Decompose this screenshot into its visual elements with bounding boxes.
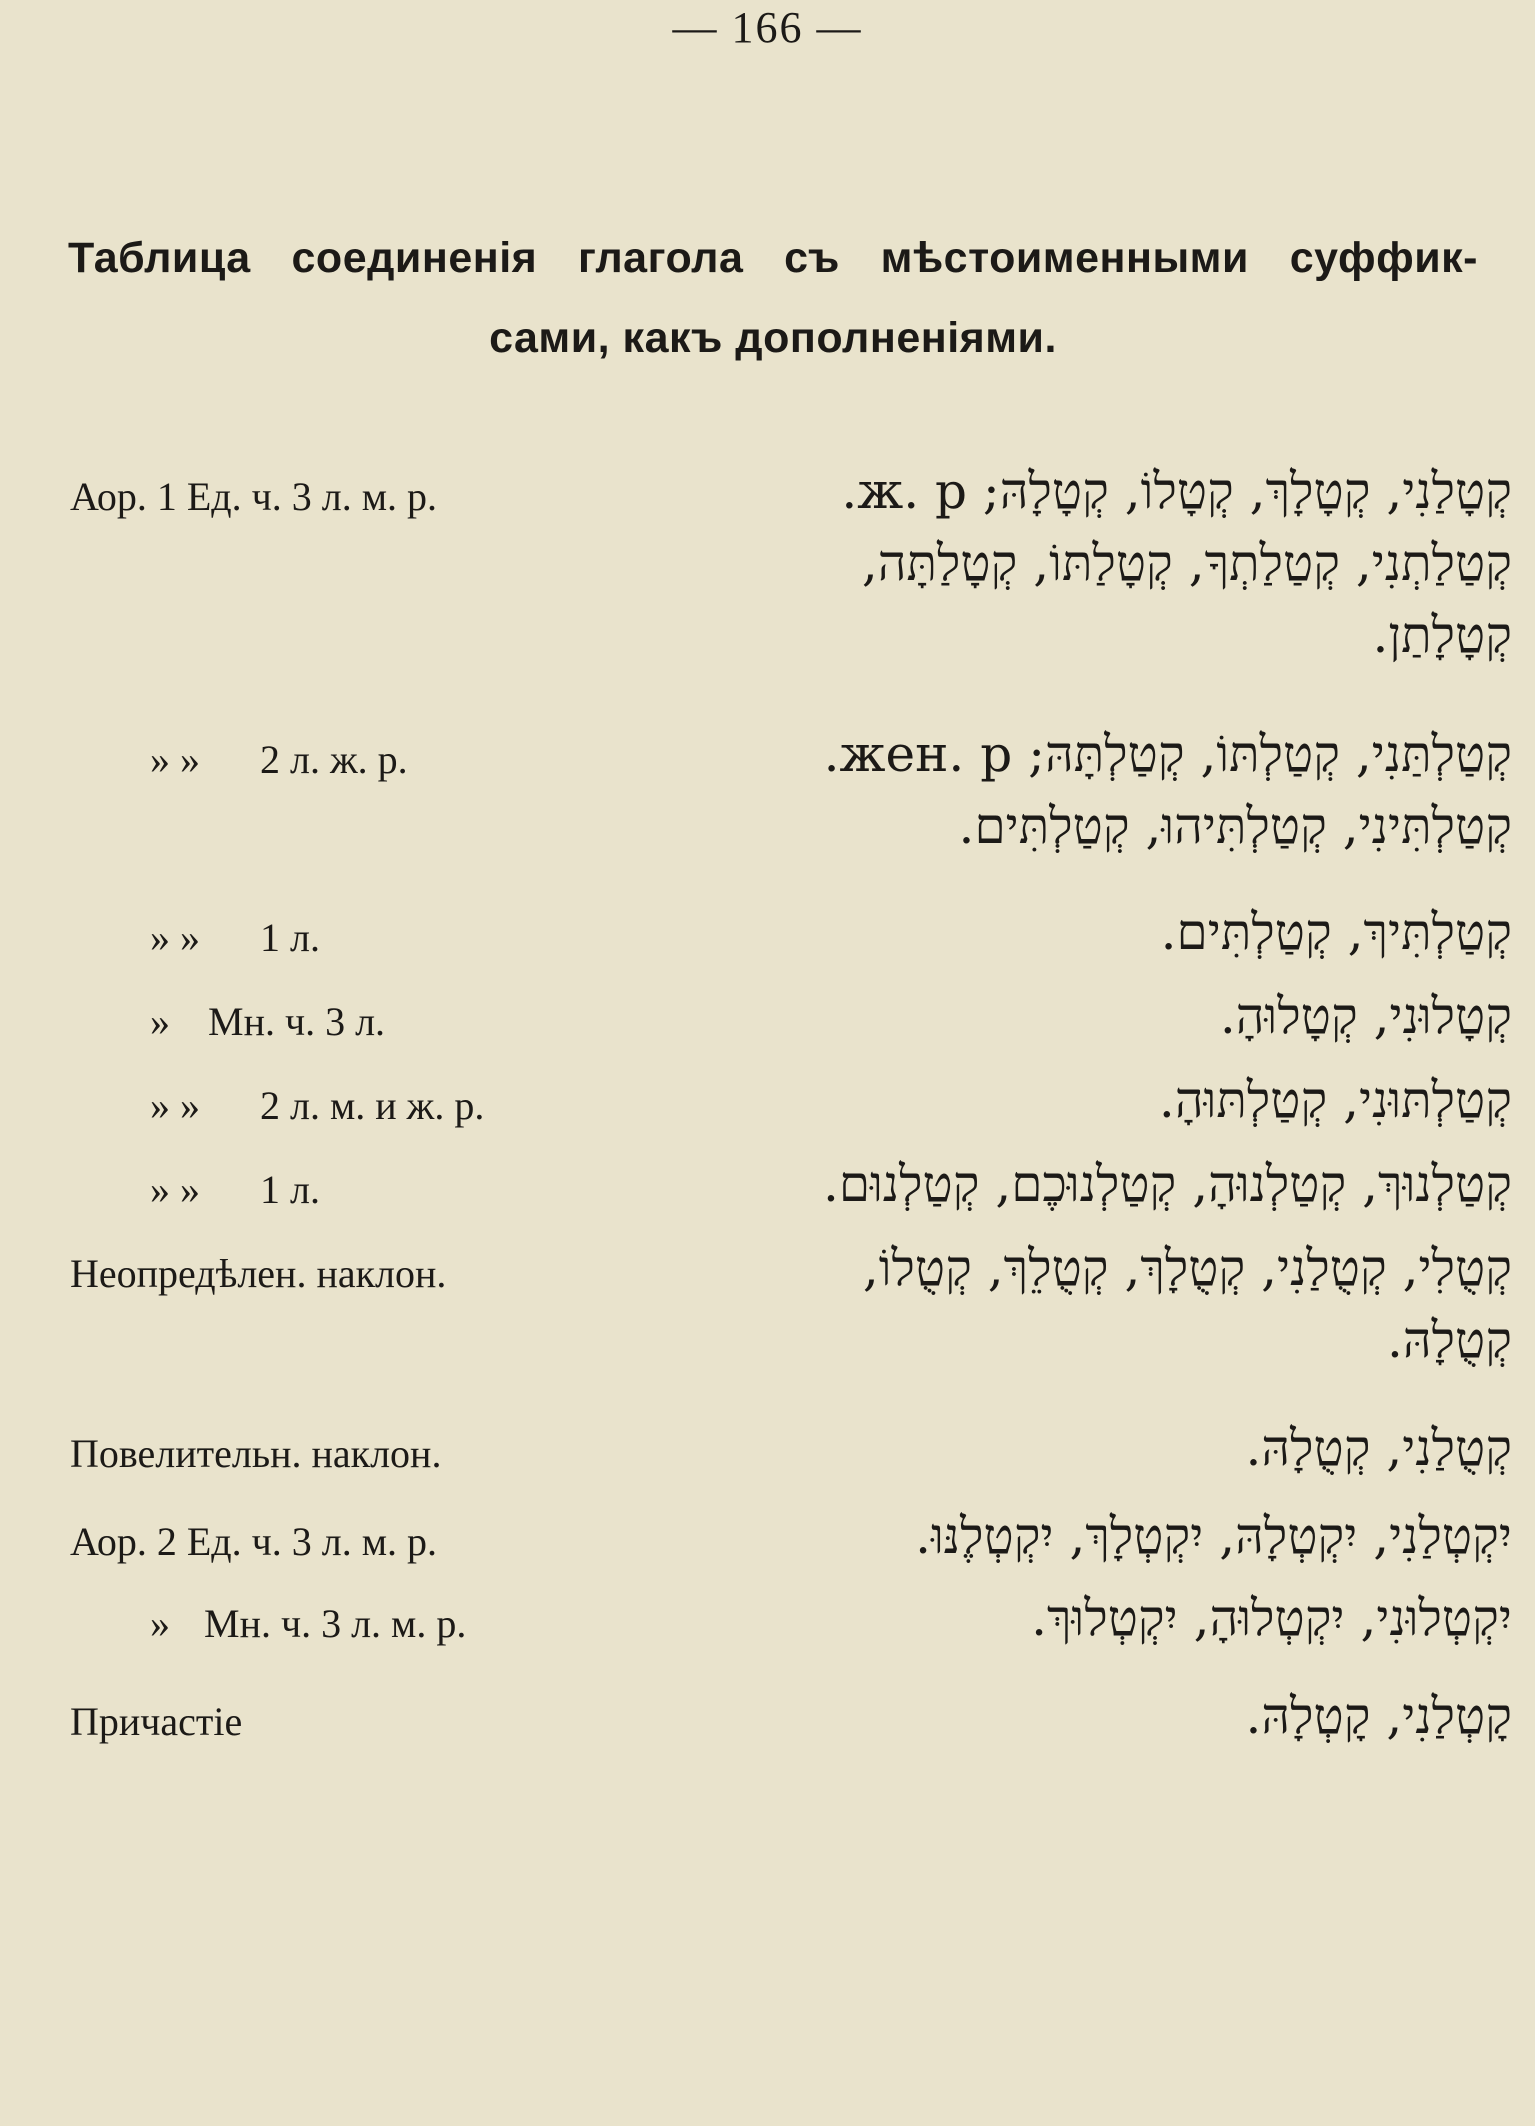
hebrew-forms [662, 1148, 1512, 1220]
title-line-1: Таблица соединенія глагола съ мѣстоименными суффик- [68, 234, 1478, 282]
hebrew-line: יִקְטְלוּנִי, יִקְטְלוּהָ, יִקְטְלוּךְ. [1031, 1589, 1512, 1647]
hebrew-forms [662, 455, 1512, 671]
ditto-mark: » » [150, 737, 200, 782]
hebrew-line: קְטֻלִי, קְטֻלַנִי, קְטֻלָךְ, קְטֻלֵךְ, קְטֻלוֹ, [862, 1239, 1512, 1297]
row-label-text: 2 л. м. и ж. р. [260, 1083, 485, 1128]
hebrew-forms [662, 1680, 1512, 1752]
hebrew-forms [662, 1412, 1512, 1484]
hebrew-line: קְטָלָתַן. [1372, 606, 1512, 664]
row-label [150, 1600, 466, 1647]
row-label-text: 1 л. [260, 1167, 320, 1212]
hebrew-forms [662, 1064, 1512, 1136]
row-label: Аор. 1 Ед. ч. 3 л. м. р. [70, 474, 438, 519]
hebrew-forms [662, 1500, 1512, 1572]
row-label: Неопредѣлен. наклон. [70, 1251, 447, 1296]
ditto-mark: » » [150, 1083, 200, 1128]
ditto-mark: » [150, 999, 170, 1044]
hebrew-line: קְטַלְתַּנִי, קְטַלְתּוֹ, קְטַלְתָּהּ; жен. р. [823, 725, 1512, 783]
row-label [150, 1166, 320, 1213]
row-label [150, 914, 320, 961]
row-label-text: Мн. ч. 3 л. м. р. [204, 1601, 467, 1646]
hebrew-line: קְטָלַנִי, קְטָלָךְ, קְטָלוֹ, קְטָלָהּ; ж. р. [841, 462, 1512, 520]
row-label-text: 1 л. [260, 915, 320, 960]
row-label: Аор. 2 Ед. ч. 3 л. м. р. [70, 1519, 438, 1564]
ditto-mark: » » [150, 1167, 200, 1212]
hebrew-line: קְטֻלָהּ. [1387, 1311, 1512, 1369]
hebrew-line: קְטֻלַנִי, קְטֻלָהּ. [1245, 1419, 1512, 1477]
hebrew-forms [662, 980, 1512, 1052]
row-label: Причастіе [70, 1699, 243, 1744]
hebrew-line: קְטַלְתִּיךְ, קְטַלְתִּים. [1160, 903, 1512, 961]
row-label: Повелительн. наклон. [70, 1431, 442, 1476]
hebrew-forms [662, 1232, 1512, 1376]
row-label [150, 736, 408, 783]
hebrew-line: קְטַלַתְנִי, קְטַלַתְךָ, קְטָלַתּוֹ, קְטָלַתָּה, [861, 534, 1512, 592]
hebrew-line: קָטְלַנִי, קָטְלָהּ. [1245, 1687, 1512, 1745]
hebrew-forms [662, 718, 1512, 862]
row-label [150, 1082, 484, 1129]
hebrew-forms [662, 896, 1512, 968]
title-line-2: сами, какъ дополненіями. [489, 314, 1057, 362]
page-number: — 166 — [672, 3, 863, 52]
ditto-mark: » » [150, 915, 200, 960]
hebrew-line: קְטַלְנוּךְ, קְטַלְנוּהָ, קְטַלְנוּכֶם, קְטַלְנוּם. [822, 1155, 1512, 1213]
row-label [150, 998, 385, 1045]
row-label-text: Мн. ч. 3 л. [208, 999, 386, 1044]
hebrew-line: יִקְטְלַנִי, יִקְטְלָהּ, יִקְטְלָךְ, יִקְטְלֶנּוּ. [915, 1507, 1512, 1565]
hebrew-forms [662, 1582, 1512, 1654]
ditto-mark: » [150, 1601, 170, 1646]
table-title [68, 218, 1478, 378]
hebrew-line: קְטַלְתִּינִי, קְטַלְתִּיהוּ, קְטַלְתִּים. [958, 797, 1512, 855]
row-label-text: 2 л. ж. р. [260, 737, 408, 782]
hebrew-line: קְטָלוּנִי, קְטָלוּהָ. [1219, 987, 1512, 1045]
hebrew-line: קְטַלְתּוּנִי, קְטַלְתּוּהָ. [1158, 1071, 1512, 1129]
